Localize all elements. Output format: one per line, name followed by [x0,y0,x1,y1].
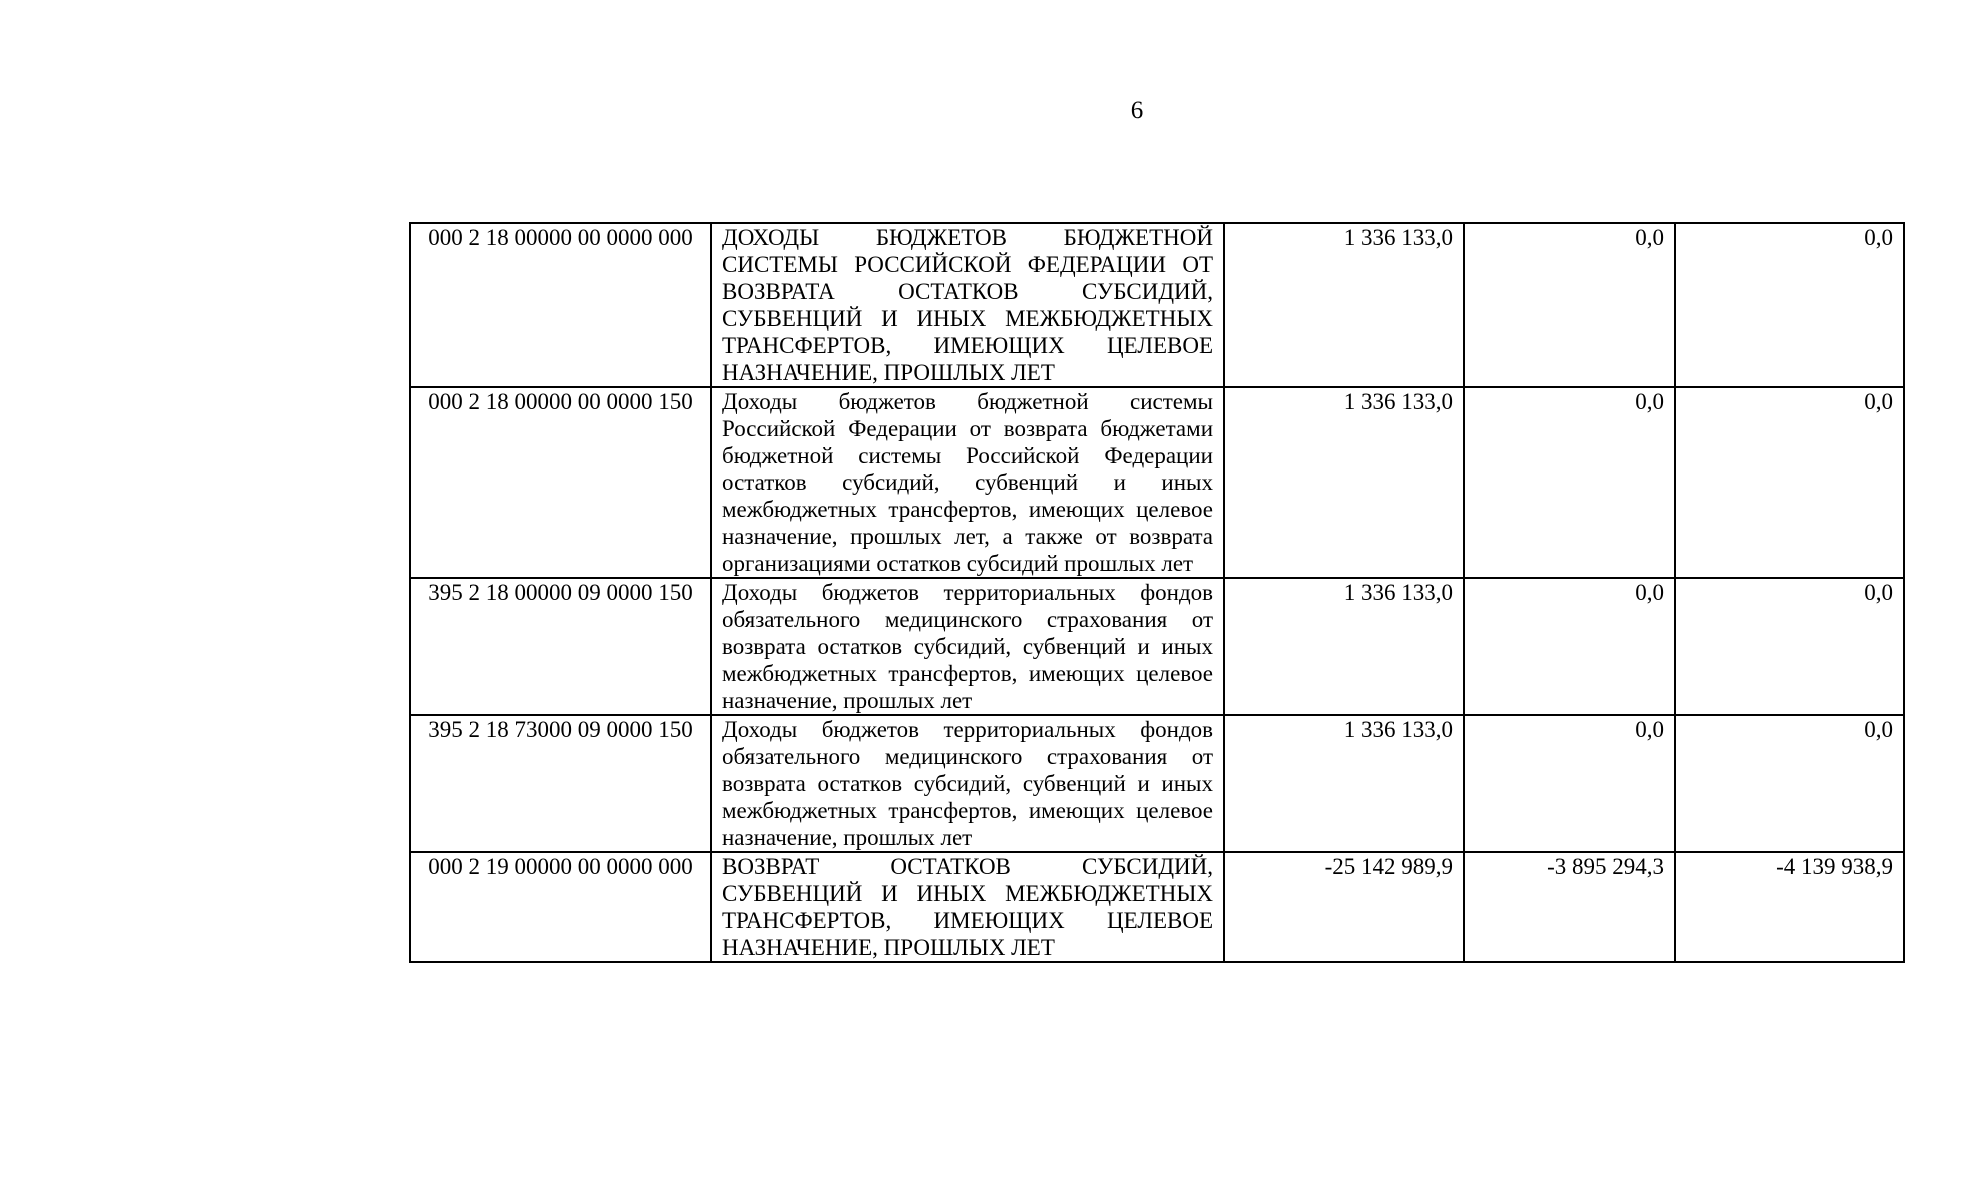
income-name-cell: ДОХОДЫ БЮДЖЕТОВ БЮДЖЕТНОЙ СИСТЕМЫ РОССИЙСКОЙ ФЕДЕРАЦИИ ОТ ВОЗВРАТА ОСТАТКОВ СУБСИДИЙ, СУБВЕНЦИЙ И ИНЫХ МЕЖБЮДЖЕТНЫХ ТРАНСФЕРТОВ, ИМЕЮЩИХ ЦЕЛЕВОЕ НАЗНАЧЕНИЕ, ПРОШЛЫХ ЛЕТ [711,223,1224,387]
budget-revenue-table [409,222,1905,963]
budget-code-cell: 000 2 18 00000 00 0000 000 [410,223,711,387]
budget-code-cell: 000 2 18 00000 00 0000 150 [410,387,711,578]
income-name-cell: Доходы бюджетов территориальных фондов обязательного медицинского страхования от возврата остатков субсидий, субвенций и иных межбюджетных трансфертов, имеющих целевое назначение, прошлых лет [711,715,1224,852]
amount-cell-1: 1 336 133,0 [1224,223,1464,387]
income-name-cell: Доходы бюджетов территориальных фондов обязательного медицинского страхования от возврата остатков субсидий, субвенций и иных межбюджетных трансфертов, имеющих целевое назначение, прошлых лет [711,578,1224,715]
amount-cell-1: 1 336 133,0 [1224,715,1464,852]
table-row [410,578,1904,715]
amount-cell-2: -3 895 294,3 [1464,852,1675,962]
amount-cell-3: -4 139 938,9 [1675,852,1904,962]
budget-code-cell: 395 2 18 73000 09 0000 150 [410,715,711,852]
amount-cell-3: 0,0 [1675,387,1904,578]
amount-cell-1: -25 142 989,9 [1224,852,1464,962]
table-row [410,223,1904,387]
amount-cell-2: 0,0 [1464,387,1675,578]
table-row [410,715,1904,852]
amount-cell-2: 0,0 [1464,715,1675,852]
page-number: 6 [1130,97,1144,124]
amount-cell-3: 0,0 [1675,578,1904,715]
amount-cell-1: 1 336 133,0 [1224,387,1464,578]
budget-code-cell: 395 2 18 00000 09 0000 150 [410,578,711,715]
amount-cell-2: 0,0 [1464,578,1675,715]
table-row [410,852,1904,962]
amount-cell-1: 1 336 133,0 [1224,578,1464,715]
table-row [410,387,1904,578]
amount-cell-3: 0,0 [1675,715,1904,852]
amount-cell-2: 0,0 [1464,223,1675,387]
amount-cell-3: 0,0 [1675,223,1904,387]
income-name-cell: ВОЗВРАТ ОСТАТКОВ СУБСИДИЙ, СУБВЕНЦИЙ И ИНЫХ МЕЖБЮДЖЕТНЫХ ТРАНСФЕРТОВ, ИМЕЮЩИХ ЦЕЛЕВОЕ НАЗНАЧЕНИЕ, ПРОШЛЫХ ЛЕТ [711,852,1224,962]
budget-code-cell: 000 2 19 00000 00 0000 000 [410,852,711,962]
income-name-cell: Доходы бюджетов бюджетной системы Российской Федерации от возврата бюджетами бюджетной системы Российской Федерации остатков субсидий, субвенций и иных межбюджетных трансфертов, имеющих целевое назначение, прошлых лет, а также от возврата организациями остатков субсидий прошлых лет [711,387,1224,578]
